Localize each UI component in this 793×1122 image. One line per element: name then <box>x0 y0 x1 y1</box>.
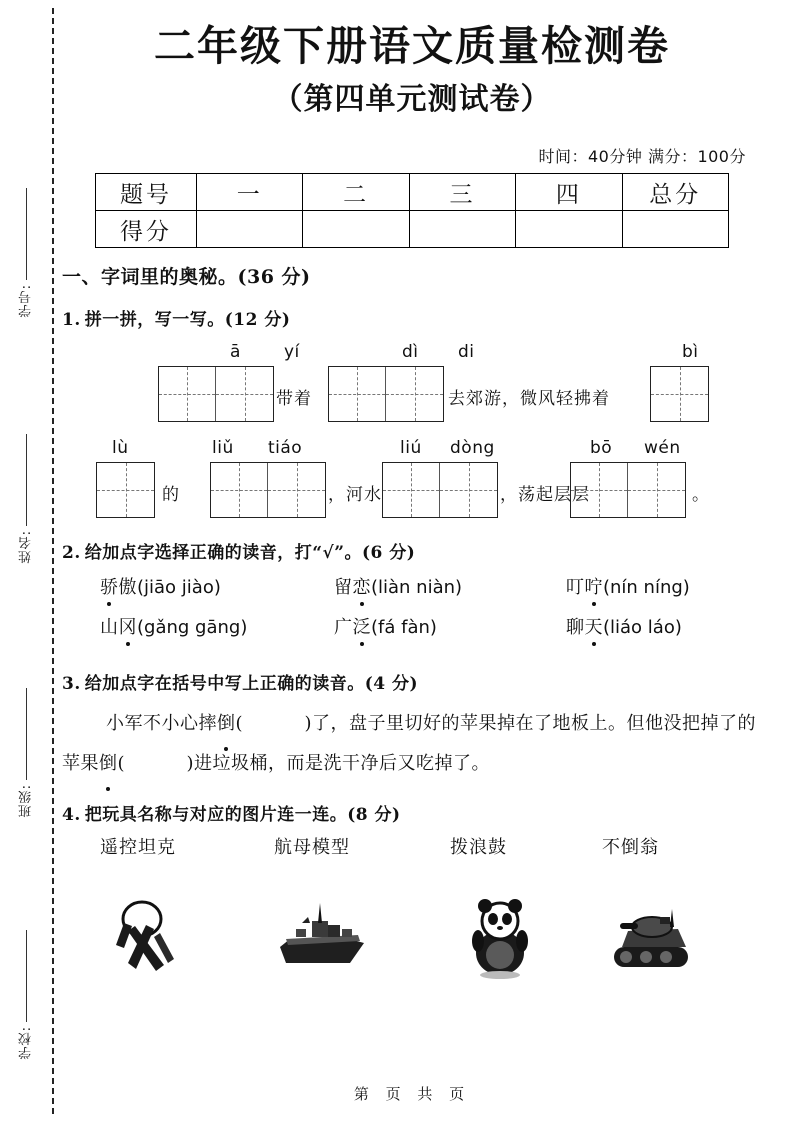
score-input-cell[interactable] <box>303 211 409 248</box>
choice-word-dotted: 恋 <box>353 573 372 599</box>
toy-name-label[interactable]: 不倒翁 <box>602 837 659 859</box>
inline-text: 去郊游，微风轻拂着 <box>448 389 610 410</box>
question-1-heading <box>62 305 762 330</box>
q3-paren-open-1: ( <box>235 713 243 735</box>
pinyin-token: dòng <box>450 438 495 459</box>
inline-text: ，河水 <box>328 485 382 506</box>
question-2-text: 给加点字选择正确的读音，打“√”。(6 分) <box>84 543 416 564</box>
score-input-cell[interactable] <box>516 211 622 248</box>
q4-label-row <box>62 833 762 873</box>
tianzige-grid[interactable] <box>382 462 498 518</box>
score-table <box>95 173 729 248</box>
choice-word-dotted: 咛 <box>585 573 604 599</box>
margin-dashed-divider <box>52 8 54 1114</box>
choice-item[interactable] <box>100 613 247 639</box>
exam-meta-info: 时间：40分钟 满分：100分 <box>538 147 746 167</box>
q2-choice-row-1 <box>62 573 762 613</box>
panda-tumbler-icon[interactable] <box>452 893 548 979</box>
tianzige-cell[interactable] <box>211 463 268 517</box>
choice-word-dotted: 泛 <box>353 613 372 639</box>
q3-paren-open-2: ( <box>117 753 125 775</box>
tianzige-grid[interactable] <box>158 366 274 422</box>
q1-row2-pinyin-line <box>62 438 762 462</box>
tianzige-cell[interactable] <box>97 463 154 517</box>
tianzige-cell[interactable] <box>628 463 685 517</box>
pinyin-token: bì <box>682 342 699 363</box>
tianzige-grid[interactable] <box>650 366 709 422</box>
toy-tank-svg <box>602 893 698 979</box>
margin-label-xuexiao: 学校: <box>18 1026 34 1060</box>
q4-picture-row <box>62 893 762 989</box>
score-table-cell: 一 <box>197 174 303 211</box>
tianzige-cell[interactable] <box>383 463 440 517</box>
exam-page <box>62 0 762 1122</box>
choice-pinyin-options[interactable]: (nín níng) <box>603 577 690 599</box>
table-row <box>96 211 729 248</box>
q1-write-row-2 <box>62 438 762 522</box>
toy-name-label[interactable]: 遥控坦克 <box>100 837 176 859</box>
question-3-heading <box>62 669 762 694</box>
tianzige-grid[interactable] <box>570 462 686 518</box>
margin-field-banji <box>0 688 52 817</box>
aircraft-carrier-icon[interactable] <box>272 893 368 979</box>
choice-pinyin-options[interactable]: (liáo láo) <box>603 617 682 639</box>
toy-name-label[interactable]: 航母模型 <box>274 837 350 859</box>
score-input-cell[interactable] <box>622 211 728 248</box>
question-2-heading <box>62 538 762 563</box>
score-table-cell: 二 <box>303 174 409 211</box>
rattle-drum-icon[interactable] <box>102 893 198 979</box>
question-3-text: 给加点字在括号中写上正确的读音。(4 分) <box>84 674 419 695</box>
question-4-number: 4. <box>62 805 81 826</box>
aircraft-carrier-svg <box>272 893 368 979</box>
pinyin-token: ā <box>230 342 241 363</box>
tianzige-cell[interactable] <box>329 367 386 421</box>
q3-text-part-1: 小军不小心摔 <box>106 713 217 735</box>
score-table-cell: 三 <box>409 174 515 211</box>
question-4-text: 把玩具名称与对应的图片连一连。(8 分) <box>84 805 401 826</box>
q3-dotted-char-1: 倒 <box>217 704 236 744</box>
choice-word-pre: 留 <box>334 577 353 599</box>
q3-dotted-char-2: 倒 <box>99 744 118 784</box>
choice-item[interactable] <box>100 573 221 599</box>
choice-item[interactable] <box>334 613 437 639</box>
page-footer: 第 页 共 页 <box>353 1085 471 1103</box>
margin-label-xuehao: 学号: <box>18 284 34 318</box>
score-input-cell[interactable] <box>409 211 515 248</box>
q3-text-part-2: )了，盘子里切好的苹果掉在了地板上。但他没把掉了的苹果 <box>62 713 757 775</box>
choice-word-pre: 广 <box>334 617 353 639</box>
q1-row1-box-line <box>62 366 762 424</box>
tianzige-cell[interactable] <box>386 367 443 421</box>
toy-tank-icon[interactable] <box>602 893 698 979</box>
pinyin-token: liú <box>400 438 422 459</box>
toy-name-label[interactable]: 拨浪鼓 <box>450 837 507 859</box>
score-input-cell[interactable] <box>197 211 303 248</box>
q2-choice-block <box>62 573 762 653</box>
question-1-text: 拼一拼，写一写。(12 分) <box>84 310 291 331</box>
tianzige-grid[interactable] <box>96 462 155 518</box>
choice-pinyin-options[interactable]: (fá fàn) <box>371 617 437 639</box>
left-margin-column <box>0 0 52 1122</box>
margin-rule-line <box>26 188 27 280</box>
q1-write-row-1 <box>62 342 762 426</box>
page-title: 二年级下册语文质量检测卷 <box>154 22 670 70</box>
choice-word-dotted: 骄 <box>100 573 119 599</box>
choice-word-pre: 山 <box>100 617 119 639</box>
score-table-cell: 四 <box>516 174 622 211</box>
score-table-cell: 总分 <box>622 174 728 211</box>
choice-item[interactable] <box>566 613 682 639</box>
pinyin-token: yí <box>284 342 300 363</box>
choice-word-post: 傲 <box>118 577 137 599</box>
tianzige-cell[interactable] <box>159 367 216 421</box>
choice-word-dotted: 冈 <box>119 613 138 639</box>
q1-row1-pinyin-line <box>62 342 762 366</box>
tianzige-grid[interactable] <box>210 462 326 518</box>
question-3-number: 3. <box>62 674 81 695</box>
q3-text-part-3: )进垃圾桶，而是洗干净后又吃掉了。 <box>186 753 491 775</box>
margin-label-xingming: 姓名: <box>18 530 34 564</box>
question-2-number: 2. <box>62 543 81 564</box>
tianzige-cell[interactable] <box>440 463 497 517</box>
table-row <box>96 174 729 211</box>
choice-pinyin-options[interactable]: (gǎng gāng) <box>137 617 248 639</box>
inline-text: 带着 <box>276 389 312 410</box>
q3-passage <box>62 704 762 784</box>
question-1-number: 1. <box>62 310 81 331</box>
question-4-heading <box>62 800 762 825</box>
inline-text: 。 <box>692 485 710 506</box>
pinyin-token: lù <box>112 438 129 459</box>
margin-field-xuexiao <box>0 930 52 1059</box>
rattle-drum-svg <box>102 893 198 979</box>
margin-rule-line <box>26 688 27 780</box>
score-table-cell: 得分 <box>96 211 197 248</box>
choice-word-pre: 聊 <box>566 617 585 639</box>
panda-tumbler-svg <box>452 893 548 979</box>
pinyin-token: wén <box>644 438 681 459</box>
choice-pinyin-options[interactable]: (jiāo jiào) <box>137 577 221 599</box>
tianzige-cell[interactable] <box>216 367 273 421</box>
pinyin-token: bō <box>590 438 613 459</box>
tianzige-cell[interactable] <box>651 367 708 421</box>
choice-word-pre: 叮 <box>566 577 585 599</box>
inline-text: ，荡起层层 <box>500 485 590 506</box>
choice-pinyin-options[interactable]: (liàn niàn) <box>371 577 463 599</box>
margin-field-xingming <box>0 434 52 563</box>
section-heading-one: 一、字词里的奥秘。(36 分) <box>62 266 311 289</box>
tianzige-grid[interactable] <box>328 366 444 422</box>
margin-rule-line <box>26 930 27 1022</box>
choice-item[interactable] <box>566 573 690 599</box>
margin-label-banji: 班级: <box>18 784 34 818</box>
page-subtitle: （第四单元测试卷） <box>272 82 552 118</box>
margin-rule-line <box>26 434 27 526</box>
q1-row2-box-line <box>62 462 762 520</box>
inline-text: 的 <box>162 485 180 506</box>
pinyin-token: liǔ <box>212 438 234 459</box>
q2-choice-row-2 <box>62 613 762 653</box>
pinyin-token: tiáo <box>268 438 303 459</box>
tianzige-cell[interactable] <box>571 463 628 517</box>
pinyin-token: dì <box>402 342 419 363</box>
margin-field-xuehao <box>0 188 52 317</box>
choice-word-dotted: 天 <box>585 613 604 639</box>
tianzige-cell[interactable] <box>268 463 325 517</box>
score-table-cell: 题号 <box>96 174 197 211</box>
pinyin-token: di <box>458 342 475 363</box>
choice-item[interactable] <box>334 573 462 599</box>
